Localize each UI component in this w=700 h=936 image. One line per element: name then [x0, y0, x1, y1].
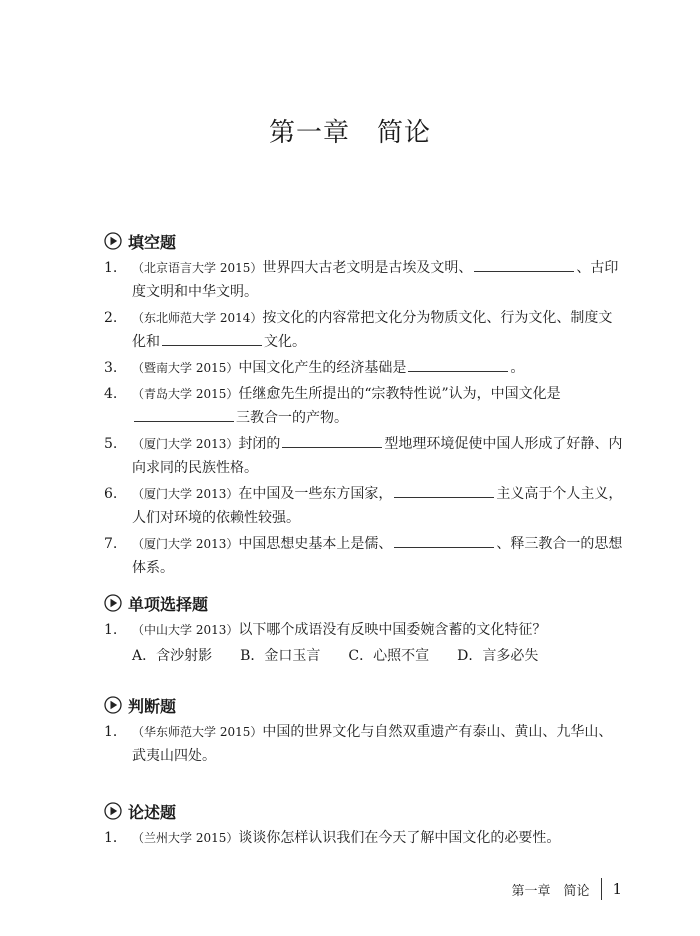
footer-chapter: 第一章 简论	[511, 883, 590, 899]
question-item: 3. （暨南大学 2015）中国文化产生的经济基础是 。	[104, 356, 624, 380]
section-header	[104, 692, 624, 718]
question-item: 1. （中山大学 2013）以下哪个成语没有反映中国委婉含蓄的文化特征？ A．含沙射影 B．金口玉言 C．心照不宣 D．言多必失	[104, 618, 624, 668]
section-true-false	[104, 692, 624, 768]
answer-blank[interactable]	[394, 532, 494, 548]
question-item: 5. （厦门大学 2013）封闭的 型地理环境促使中国人形成了好静、内向求同的民族性格。	[104, 432, 624, 480]
section-title: 判断题	[128, 696, 177, 716]
section-header	[104, 590, 624, 616]
options-row	[132, 644, 624, 668]
answer-blank[interactable]	[162, 330, 262, 346]
option-a[interactable]: A．含沙射影	[132, 648, 213, 664]
play-circle-icon	[104, 232, 122, 250]
play-circle-icon	[104, 802, 122, 820]
section-essay	[104, 798, 624, 850]
question-item: 1． （兰州大学 2015）谈谈你怎样认识我们在今天了解中国文化的必要性。	[104, 830, 561, 846]
play-circle-icon	[104, 594, 122, 612]
section-fill-blank	[104, 228, 624, 580]
answer-blank[interactable]	[282, 432, 382, 448]
section-header	[104, 798, 624, 824]
question-item: 7. （厦门大学 2013）中国思想史基本上是儒、 、释三教合一的思想体系。	[104, 532, 624, 580]
question-item: 1. （北京语言大学 2015）世界四大古老文明是古埃及文明、 、古印度文明和中华文明。	[104, 256, 624, 304]
section-single-choice	[104, 590, 624, 668]
section-title: 填空题	[128, 232, 177, 252]
answer-blank[interactable]	[408, 356, 508, 372]
option-b[interactable]: B．金口玉言	[240, 648, 321, 664]
page-footer	[511, 878, 622, 900]
answer-blank[interactable]	[474, 256, 574, 272]
section-header	[104, 228, 624, 254]
section-title: 论述题	[128, 802, 177, 822]
section-title: 单项选择题	[128, 594, 209, 614]
option-c[interactable]: C．心照不宣	[348, 648, 430, 664]
option-d[interactable]: D．言多必失	[457, 648, 539, 664]
footer-divider	[601, 878, 602, 900]
play-circle-icon	[104, 696, 122, 714]
question-item: 6. （厦门大学 2013）在中国及一些东方国家， 主义高于个人主义，人们对环境的依赖性较强。	[104, 482, 624, 530]
answer-blank[interactable]	[134, 406, 234, 422]
question-item: 2. （东北师范大学 2014）按文化的内容常把文化分为物质文化、行为文化、制度文化和 文化。	[104, 310, 613, 350]
question-item: 4. （青岛大学 2015）任继愈先生所提出的“宗教特性说”认为，中国文化是三教合一的产物。	[104, 386, 561, 426]
question-item: 1． （华东师范大学 2015）中国的世界文化与自然双重遗产有泰山、黄山、九华山、武夷山四处。	[104, 724, 613, 764]
page-number: 1	[612, 880, 622, 898]
chapter-title: 第一章 简论	[268, 118, 431, 148]
answer-blank[interactable]	[394, 482, 494, 498]
